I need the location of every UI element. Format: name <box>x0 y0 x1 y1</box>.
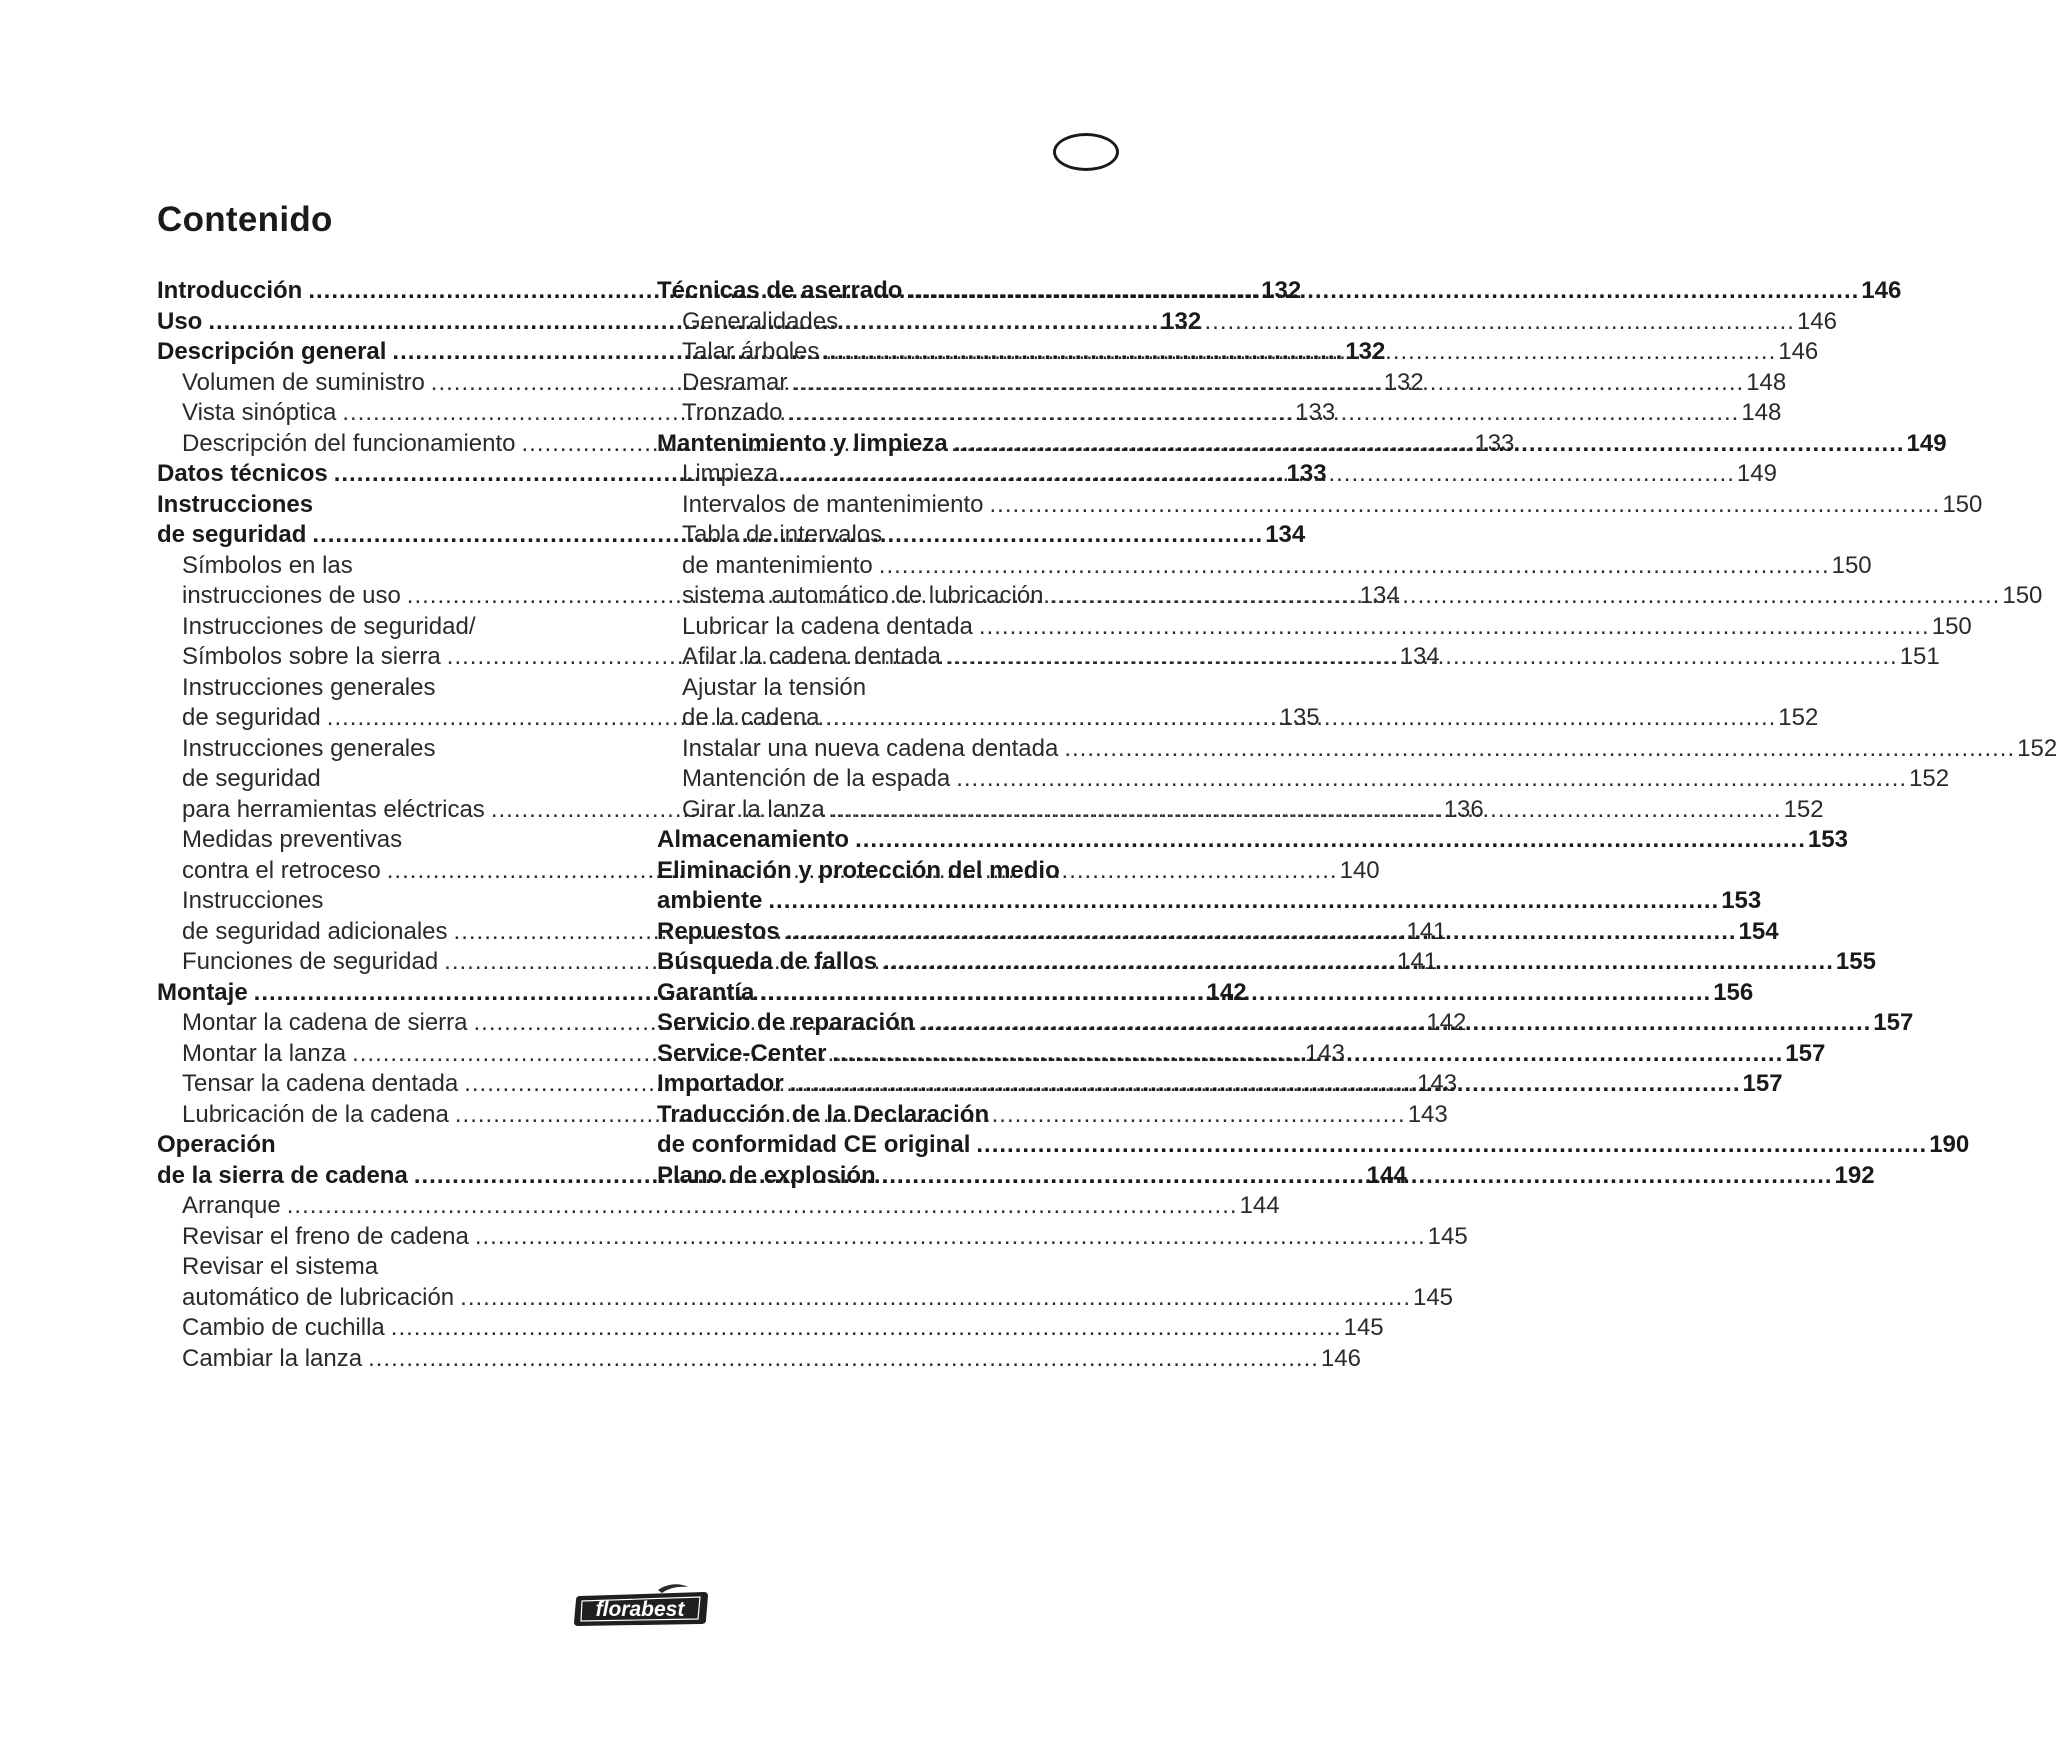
toc-dot-leader <box>826 1039 1785 1070</box>
toc-entry-label: contra el retroceso <box>182 856 381 884</box>
toc-page-number: 148 <box>1746 368 1787 396</box>
toc-page-number: 144 <box>1239 1192 1280 1219</box>
toc-dot-leader <box>838 307 1797 338</box>
toc-dot-leader <box>877 947 1836 978</box>
toc-page-number: 150 <box>1831 551 1872 579</box>
page-title: Contenido <box>157 200 333 239</box>
toc-entry-label: Tensar la cadena dentada <box>182 1070 459 1097</box>
toc-dot-leader <box>780 917 1739 948</box>
florabest-logo <box>572 1582 710 1628</box>
toc-page-number: 146 <box>1861 277 1902 304</box>
toc-entry-label: Service-Center <box>657 1039 827 1067</box>
toc-entry-label: Mantenimiento y limpieza <box>657 429 948 457</box>
toc-page-number: 190 <box>1929 1131 1970 1158</box>
toc-entry-label: Mantención de la espada <box>682 765 951 792</box>
toc-dot-leader <box>362 1344 1321 1375</box>
toc-entry-label: Operación <box>157 1131 276 1158</box>
logo-leaf-icon <box>658 1584 688 1593</box>
toc-page-number: 152 <box>1783 795 1824 823</box>
toc-page-number: 146 <box>1320 1344 1361 1372</box>
toc-entry-label: Arranque <box>182 1192 281 1219</box>
toc-entry-label: Limpieza <box>682 460 779 487</box>
language-marker-oval <box>1053 133 1119 171</box>
toc-page-number: 144 <box>1366 1161 1407 1189</box>
toc-page-number: 140 <box>1339 856 1380 884</box>
toc-page-number: 134 <box>1359 582 1400 609</box>
toc-entry-label: Instrucciones <box>182 887 324 914</box>
toc-entry-label: Traducción de la Declaración <box>657 1100 990 1128</box>
toc-page-number: 145 <box>1412 1283 1454 1311</box>
toc-entry-label: de seguridad <box>157 521 307 548</box>
toc-dot-leader <box>385 1313 1344 1344</box>
toc-entry-label: Talar árboles <box>682 338 820 365</box>
toc-entry-label: Importador <box>657 1070 784 1097</box>
toc-dot-leader <box>970 1130 1929 1161</box>
toc-entry-label: Lubricar la cadena dentada <box>682 612 973 640</box>
toc-entry-label: Girar la lanza <box>682 795 825 823</box>
toc-entry-label: para herramientas eléctricas <box>182 795 485 823</box>
toc-subsection-entry <box>157 1222 1468 1253</box>
toc-section-entry <box>157 490 627 521</box>
toc-page-number: 141 <box>1406 917 1447 945</box>
toc-subsection-entry <box>657 490 1983 521</box>
toc-entry-label: Instrucciones <box>157 490 314 518</box>
toc-dot-leader <box>914 1008 1873 1039</box>
toc-entry-label: de mantenimiento <box>682 551 873 579</box>
toc-section-entry <box>657 886 1762 917</box>
toc-dot-leader <box>902 276 1861 307</box>
toc-entry-label: Tronzado <box>682 399 783 426</box>
toc-entry-label: Revisar el sistema <box>182 1253 379 1280</box>
toc-page-number: 152 <box>2017 734 2057 762</box>
toc-entry-label: Uso <box>157 307 203 335</box>
toc-entry-label: Cambio de cuchilla <box>182 1314 385 1341</box>
toc-dot-leader <box>819 703 1778 734</box>
toc-entry-label: Montaje <box>157 978 248 1006</box>
toc-page-number: 153 <box>1721 887 1762 914</box>
toc-entry-label: Almacenamiento <box>657 826 850 853</box>
toc-dot-leader <box>973 612 1932 643</box>
toc-section-entry <box>657 1130 1970 1161</box>
toc-page-number: 135 <box>1279 704 1320 731</box>
toc-entry-label: de la sierra de cadena <box>157 1161 408 1189</box>
toc-section-entry <box>657 1100 1127 1131</box>
toc-page-number: 132 <box>1345 338 1386 365</box>
toc-subsection-entry <box>157 673 627 704</box>
toc-entry-label: Descripción general <box>157 338 387 365</box>
toc-dot-leader <box>762 886 1721 917</box>
toc-page-number: 151 <box>1899 643 1940 670</box>
toc-entry-label: Símbolos en las <box>182 551 353 579</box>
toc-entry-label: Plano de explosión <box>657 1161 876 1189</box>
toc-page-number: 146 <box>1796 307 1837 335</box>
toc-page-number: 150 <box>1931 612 1972 640</box>
toc-page-number: 157 <box>1873 1009 1914 1036</box>
toc-page-number: 143 <box>1407 1100 1448 1128</box>
toc-dot-leader <box>849 825 1808 856</box>
toc-entry-label: Montar la lanza <box>182 1039 347 1067</box>
toc-entry-label: Generalidades <box>682 307 839 335</box>
toc-subsection-entry <box>157 1283 1454 1314</box>
toc-subsection-entry <box>157 1252 627 1283</box>
toc-page-number: 132 <box>1161 307 1202 335</box>
toc-entry-label: Técnicas de aserrado <box>657 277 903 304</box>
toc-page-number: 133 <box>1474 429 1515 457</box>
toc-dot-leader <box>454 1283 1413 1314</box>
toc-page-number: 152 <box>1909 765 1950 792</box>
toc-page-number: 192 <box>1834 1161 1875 1189</box>
toc-entry-label: Datos técnicos <box>157 460 328 487</box>
toc-entry-label: Revisar el freno de cadena <box>182 1222 469 1250</box>
toc-dot-leader <box>754 978 1713 1009</box>
toc-entry-label: Ajustar la tensión <box>682 673 867 701</box>
toc-subsection-entry <box>157 1313 1384 1344</box>
toc-subsection-entry <box>157 612 627 643</box>
toc-entry-label: ambiente <box>657 887 763 914</box>
toc-dot-leader <box>819 337 1778 368</box>
toc-dot-leader <box>825 795 1784 826</box>
toc-page-number: 142 <box>1206 978 1247 1006</box>
toc-entry-label: Instrucciones generales <box>182 673 436 701</box>
toc-entry-label: Lubricación de la cadena <box>182 1100 449 1128</box>
toc-subsection-entry <box>657 734 2057 765</box>
toc-entry-label: instrucciones de uso <box>182 582 401 609</box>
toc-page-number: 142 <box>1426 1009 1467 1036</box>
toc-entry-label: Servicio de reparación <box>657 1009 915 1036</box>
toc-page-number: 157 <box>1785 1039 1826 1067</box>
toc-page-number: 146 <box>1778 338 1819 365</box>
toc-page-number: 145 <box>1343 1314 1384 1341</box>
toc-page-number: 132 <box>1383 368 1424 396</box>
toc-page-number: 143 <box>1417 1070 1458 1097</box>
toc-dot-leader <box>873 551 1832 582</box>
toc-entry-label: de conformidad CE original <box>657 1131 971 1158</box>
toc-dot-leader <box>281 1191 1240 1222</box>
toc-page-number: 154 <box>1738 917 1779 945</box>
toc-entry-label: sistema automático de lubricación <box>682 582 1044 609</box>
toc-dot-leader <box>778 459 1737 490</box>
toc-entry-label: Afilar la cadena dentada <box>682 643 941 670</box>
toc-entry-label: Instrucciones generales <box>182 734 436 762</box>
toc-section-entry <box>657 856 1127 887</box>
toc-subsection-entry <box>657 764 1950 795</box>
toc-subsection-entry <box>657 520 1127 551</box>
toc-entry-label: Montar la cadena de sierra <box>182 1009 468 1036</box>
toc-dot-leader <box>1044 581 2003 612</box>
toc-page-number: 155 <box>1835 948 1876 975</box>
toc-subsection-entry <box>157 734 627 765</box>
toc-dot-leader <box>784 1069 1743 1100</box>
toc-entry-label: Volumen de suministro <box>182 368 425 396</box>
toc-page-number: 152 <box>1778 704 1819 731</box>
toc-entry-label: Búsqueda de fallos <box>657 948 878 975</box>
toc-page-number: 134 <box>1265 521 1306 548</box>
toc-subsection-entry <box>657 551 1872 582</box>
toc-page-number: 148 <box>1741 399 1782 426</box>
toc-page-number: 150 <box>2002 582 2043 609</box>
toc-page-number: 141 <box>1397 948 1438 975</box>
toc-entry-label: automático de lubricación <box>182 1283 455 1311</box>
toc-section-entry <box>657 825 1848 856</box>
toc-page-number: 153 <box>1807 826 1848 853</box>
toc-entry-label: Símbolos sobre la sierra <box>182 643 441 670</box>
toc-subsection-entry <box>157 1191 1280 1222</box>
toc-dot-leader <box>1058 734 2017 765</box>
toc-entry-label: Eliminación y protección del medio <box>657 856 1060 884</box>
toc-entry-label: Tabla de intervalos <box>682 521 883 548</box>
toc-entry-label: de seguridad adicionales <box>182 917 448 945</box>
toc-subsection-entry <box>157 825 627 856</box>
toc-section-entry <box>157 1130 627 1161</box>
toc-entry-label: Repuestos <box>657 917 780 945</box>
toc-page-number: 157 <box>1742 1070 1783 1097</box>
toc-dot-leader <box>469 1222 1428 1253</box>
toc-dot-leader <box>950 764 1909 795</box>
toc-page-number: 133 <box>1286 460 1327 487</box>
toc-entry-label: Vista sinóptica <box>182 399 337 426</box>
toc-page-number: 150 <box>1942 490 1983 518</box>
toc-entry-label: Instalar una nueva cadena dentada <box>682 734 1059 762</box>
logo-text: florabest <box>595 1598 685 1621</box>
toc-dot-leader <box>876 1161 1835 1192</box>
toc-subsection-entry <box>157 1344 1361 1375</box>
toc-entry-label: de seguridad <box>182 704 321 731</box>
toc-page-number: 143 <box>1304 1039 1345 1067</box>
toc-subsection-entry <box>157 886 627 917</box>
toc-entry-label: Descripción del funcionamiento <box>182 429 516 457</box>
toc-page-number: 136 <box>1443 795 1484 823</box>
toc-page-number: 133 <box>1295 399 1336 426</box>
toc-entry-label: Instrucciones de seguridad/ <box>182 612 476 640</box>
toc-entry-label: Introducción <box>157 277 303 304</box>
toc-subsection-entry <box>157 764 627 795</box>
toc-entry-label: Funciones de seguridad <box>182 948 439 975</box>
toc-page-number: 145 <box>1427 1222 1468 1250</box>
toc-entry-label: Garantía <box>657 978 755 1006</box>
toc-entry-label: de seguridad <box>182 765 321 792</box>
toc-entry-label: de la cadena <box>682 704 820 731</box>
toc-subsection-entry <box>157 551 627 582</box>
toc-page-number: 134 <box>1399 643 1440 670</box>
toc-page-number: 132 <box>1261 277 1302 304</box>
toc-entry-label: Intervalos de mantenimiento <box>682 490 984 518</box>
toc-subsection-entry <box>657 612 1972 643</box>
toc-dot-leader <box>948 429 1907 460</box>
toc-entry-label: Cambiar la lanza <box>182 1344 363 1372</box>
toc-subsection-entry <box>657 673 1127 704</box>
toc-page-number: 156 <box>1713 978 1754 1006</box>
toc-entry-label: Desramar <box>682 368 788 396</box>
toc-entry-label: Medidas preventivas <box>182 826 403 853</box>
toc-dot-leader <box>941 642 1900 673</box>
toc-dot-leader <box>984 490 1943 521</box>
toc-dot-leader <box>783 398 1742 429</box>
toc-page-number: 149 <box>1906 429 1947 457</box>
toc-page-number: 149 <box>1736 460 1777 487</box>
toc-dot-leader <box>787 368 1746 399</box>
